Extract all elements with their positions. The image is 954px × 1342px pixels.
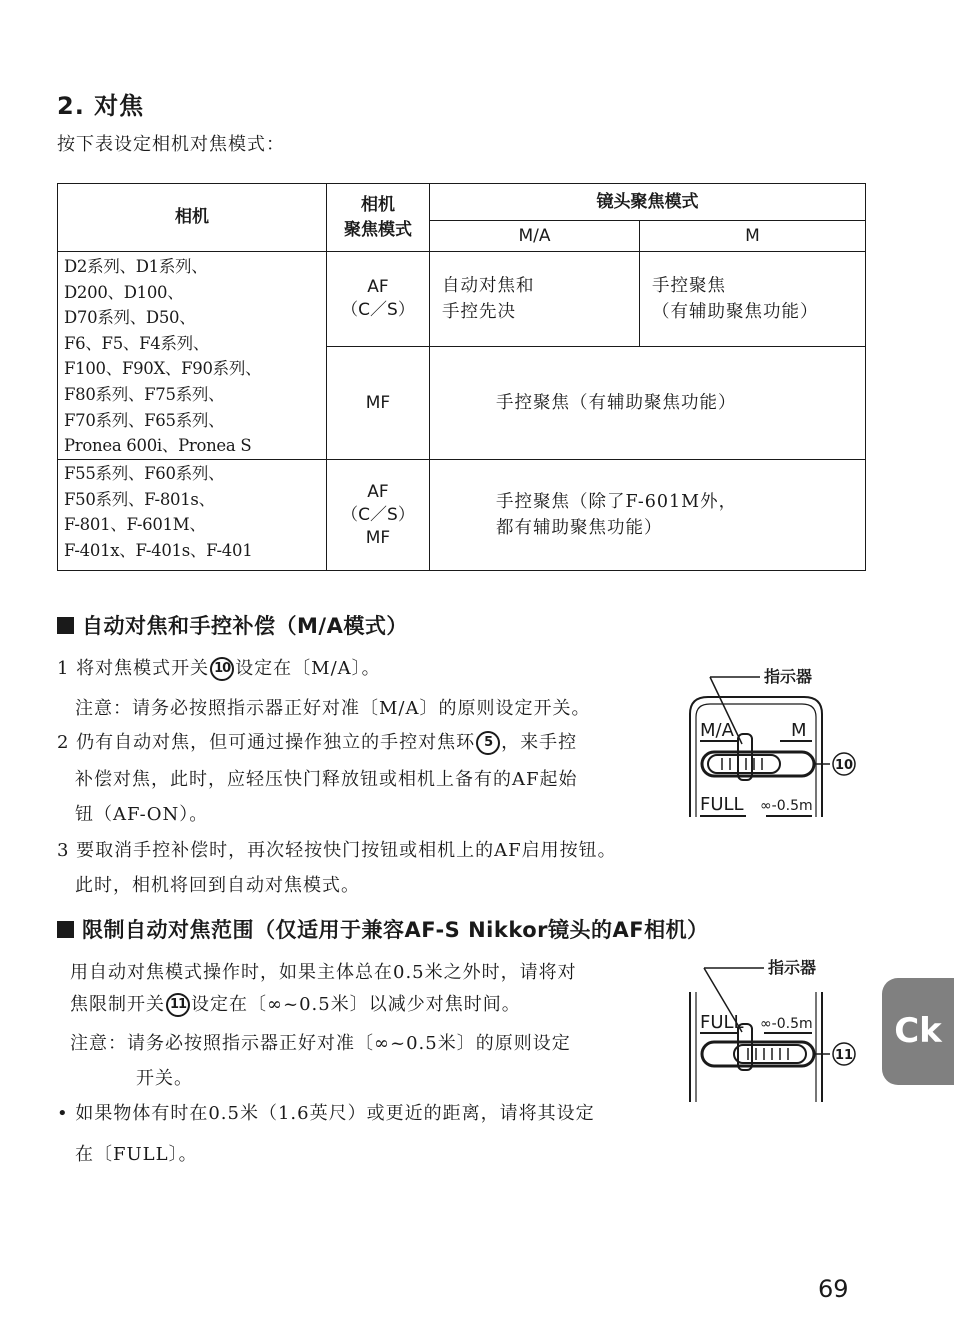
mode-af-mf-2: AF （C／S） MF bbox=[327, 460, 430, 571]
cell-ma-af: 自动对焦和 手控先决 bbox=[430, 252, 640, 347]
camera-list-2: F55系列、F60系列、 F50系列、F-801s、 F-801、F-601M、 F-401x、F-401s、F-401 bbox=[58, 460, 327, 571]
mode-af-1: AF （C／S） bbox=[327, 252, 430, 347]
bullet-line-1: • 如果物体有时在0.5米（1.6英尺）或更近的距离，请将其设定 bbox=[57, 1103, 595, 1124]
callout-11-icon: 11 bbox=[166, 993, 190, 1017]
svg-text:FULL: FULL bbox=[700, 794, 744, 815]
callout-10-icon: 10 bbox=[210, 657, 234, 681]
language-tab-label: Ck bbox=[894, 1011, 942, 1051]
svg-text:∞-0.5m: ∞-0.5m bbox=[760, 1016, 813, 1032]
step-1: 1 将对焦模式开关 10 设定在〔M/A〕。 bbox=[57, 658, 381, 679]
section-ma-title: 自动对焦和手控补偿（M/A模式） bbox=[57, 610, 408, 640]
svg-text:FULL: FULL bbox=[700, 1012, 744, 1033]
step-3-line-2: 此时，相机将回到自动对焦模式。 bbox=[75, 875, 360, 896]
svg-text:M: M bbox=[791, 720, 807, 741]
callout-10-icon: 10 bbox=[834, 758, 854, 773]
header-m: M bbox=[640, 221, 866, 252]
callout-5-icon: 5 bbox=[476, 731, 500, 755]
cell-m-af: 手控聚焦 （有辅助聚焦功能） bbox=[640, 252, 866, 347]
limit-note-line-1: 注意：请务必按照指示器正好对准〔∞~0.5米〕的原则设定 bbox=[70, 1033, 571, 1054]
page-number: 69 bbox=[818, 1275, 849, 1303]
bullet-line-2: 在〔FULL〕。 bbox=[75, 1144, 198, 1165]
header-ma: M/A bbox=[430, 221, 640, 252]
focus-mode-table bbox=[57, 183, 866, 571]
step-3: 3 要取消手控补偿时，再次轻按快门按钮或相机上的AF启用按钮。 bbox=[57, 840, 617, 861]
indicator-label: 指示器 bbox=[768, 958, 817, 977]
intro-text: 按下表设定相机对焦模式： bbox=[57, 134, 285, 155]
mode-mf-1: MF bbox=[327, 347, 430, 460]
limit-note-line-2: 开关。 bbox=[136, 1068, 193, 1089]
callout-11-icon: 11 bbox=[834, 1048, 854, 1063]
square-bullet-icon bbox=[57, 921, 74, 938]
limit-para-line-2: 焦限制开关 11 设定在〔∞~0.5米〕以减少对焦时间。 bbox=[70, 994, 521, 1015]
step-2-line-3: 钮（AF-ON）。 bbox=[75, 804, 209, 825]
step-2-line-2: 补偿对焦，此时，应轻压快门释放钮或相机上备有的AF起始 bbox=[75, 769, 578, 790]
cell-mf-manual: 手控聚焦（有辅助聚焦功能） bbox=[430, 347, 866, 460]
section-limit-title: 限制自动对焦范围（仅适用于兼容AF-S Nikkor镜头的AF相机） bbox=[57, 914, 709, 944]
square-bullet-icon bbox=[57, 617, 74, 634]
camera-list-1: D2系列、D1系列、 D200、D100、 D70系列、D50、 F6、F5、F4系列、 F100、F90X、F90系列、 F80系列、F75系列、 F70系列、F65系列、 Pronea 600i、Pronea S bbox=[58, 252, 327, 460]
svg-text:∞-0.5m: ∞-0.5m bbox=[760, 798, 813, 814]
limit-para-line-1: 用自动对焦模式操作时，如果主体总在0.5米之外时，请将对 bbox=[70, 962, 577, 983]
header-lens-mode: 镜头聚焦模式 bbox=[430, 184, 866, 221]
header-camera: 相机 bbox=[58, 184, 327, 252]
focus-mode-switch-figure bbox=[680, 662, 870, 822]
svg-text:M/A: M/A bbox=[700, 720, 734, 741]
note-1: 注意：请务必按照指示器正好对准〔M/A〕的原则设定开关。 bbox=[75, 698, 591, 719]
cell-group2-manual: 手控聚焦（除了F-601M外， 都有辅助聚焦功能） bbox=[430, 460, 866, 571]
indicator-label: 指示器 bbox=[764, 667, 813, 686]
header-camera-mode: 相机 聚焦模式 bbox=[327, 184, 430, 252]
section-heading: 2. 对焦 bbox=[57, 92, 145, 120]
focus-limit-switch-figure bbox=[680, 952, 870, 1108]
language-tab bbox=[882, 978, 954, 1085]
step-2: 2 仍有自动对焦，但可通过操作独立的手控对焦环 5 ，来手控 bbox=[57, 732, 578, 753]
